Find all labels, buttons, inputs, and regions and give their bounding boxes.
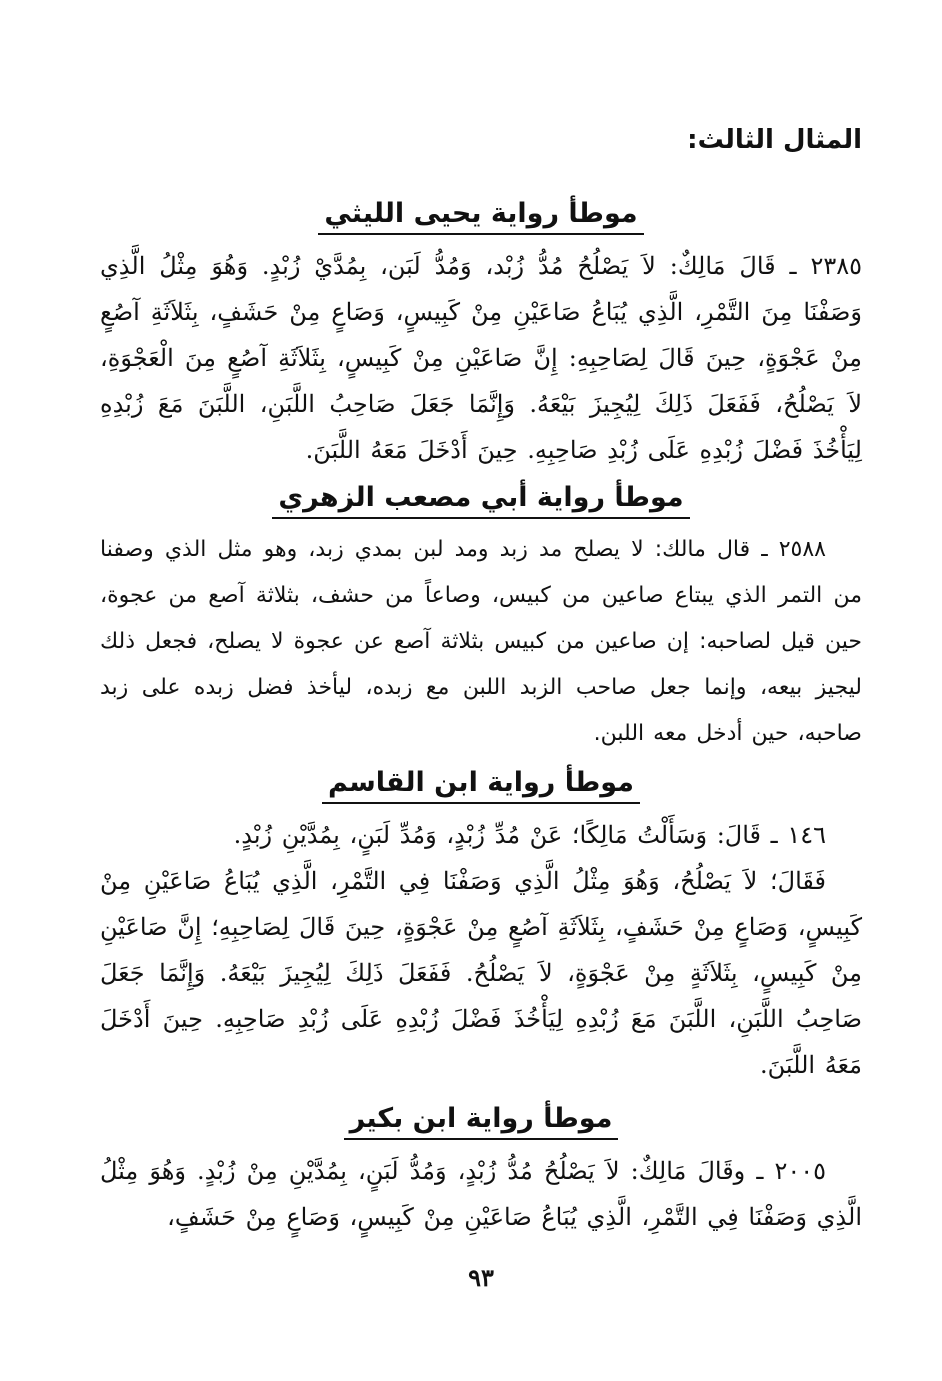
example-title: المثال الثالث: bbox=[687, 125, 862, 155]
section-title-ibn-qasim: موطأ رواية ابن القاسم bbox=[100, 767, 862, 804]
section-title-ibn-bukayr: موطأ رواية ابن بكير bbox=[100, 1103, 862, 1140]
paragraph-abu-musab-2588: ٢٥٨٨ ـ قال مالك: لا يصلح مد زبد ومد لبن بمدي زبد، وهو مثل الذي وصفنا من التمر الذي يبتاع صاعين من كبيس، وصاعاً من حشف، بثلاثة آصع من عجوة، حين قيل لصاحبه: إن صاعين من كبيس بثلاثة آصع عن عجوة لا يصلح، فجعل ذلك ليجيز بيعه، وإنما جعل صاحب الزبد اللبن مع زبده، ليأخذ فضل زبده على زبد صاحبه، حين أدخل معه اللبن. bbox=[100, 537, 862, 746]
page-number: ٩٣ bbox=[468, 1263, 494, 1292]
section-title-abu-musab: موطأ رواية أبي مصعب الزهري bbox=[100, 482, 862, 519]
paragraph-ibn-bukayr-2005: ٢٠٠٥ ـ وقَالَ مَالِكٌ: لاَ يَصْلُحُ مُدُّ زُبْدٍ، وَمُدُّ لَبَنٍ، بِمُدَّيْنِ مِنْ زُبْدٍ. وَهُوَ مِثْلُ الَّذِي وَصَفْنَا فِي التَّمْرِ، الَّذِي يُبَاعُ صَاعَيْنِ مِنْ كَبِيسٍ، وَصَاعٍ مِنْ حَشَفٍ، bbox=[100, 1157, 862, 1231]
paragraph-ibn-qasim-answer: فَقَالَ؛ لاَ يَصْلُحُ، وَهُوَ مِثْلُ الَّذِي وَصَفْنَا فِي التَّمْرِ، الَّذِي يُبَاعُ صَاعَيْنِ مِنْ كَبِيسٍ، وَصَاعٍ مِنْ حَشَفٍ، بِثَلاَثَةِ آصُعٍ مِنْ عَجْوَةٍ، حِينَ قَالَ لِصَاحِبِهِ؛ إِنَّ صَاعَيْنِ مِنْ كَبِيسٍ، بِثَلاَثَةٍ مِنْ عَجْوَةٍ، لاَ يَصْلُحُ. فَفَعَلَ ذَلِكَ لِيُجِيزَ بَيْعَهُ. وَإِنَّمَا جَعَلَ صَاحِبُ اللَّبَنِ، اللَّبَنَ مَعَ زُبْدِهِ لِيَأْخُذَ فَضْلَ زُبْدِهِ عَلَى زُبْدِ صَاحِبِهِ. حِينَ أَدْخَلَ مَعَهُ اللَّبَنَ. bbox=[100, 867, 862, 1079]
section-title-yahya: موطأ رواية يحيى الليثي bbox=[100, 198, 862, 235]
paragraph-ibn-qasim-146: ١٤٦ ـ قَالَ: وَسَأَلْتُ مَالِكًا؛ عَنْ مُدِّ زُبْدٍ، وَمُدِّ لَبَنٍ، بِمُدَّيْنِ زُبْدٍ. bbox=[233, 821, 826, 849]
document-page bbox=[100, 115, 862, 1345]
paragraph-yahya-2385: ٢٣٨٥ ـ قَالَ مَالِكٌ: لاَ يَصْلُحُ مُدُّ زُبْد، وَمُدُّ لَبَن، بِمُدَّيْ زُبْدٍ. وَهُوَ مِثْلُ الَّذِي وَصَفْنَا مِنَ التَّمْرِ، الَّذِي يُبَاعُ صَاعَيْنِ مِنْ كَبِيسٍ، وَصَاعٍ مِنْ حَشَفٍ، بِثَلاَثَةِ آصُعٍ مِنْ عَجْوَةٍ، حِينَ قَالَ لِصَاحِبِهِ: إِنَّ صَاعَيْنِ مِنْ كَبِيسٍ، بِثَلاَثَةِ آصُعٍ مِنَ الْعَجْوَةِ، لاَ يَصْلُحُ، فَفَعَلَ ذَلِكَ لِيُجِيزَ بَيْعَهُ. وَإِنَّمَا جَعَلَ صَاحِبُ اللَّبَنِ، اللَّبَنَ مَعَ زُبْدِهِ لِيَأْخُذَ فَضْلَ زُبْدِهِ عَلَى زُبْدِ صَاحِبِهِ. حِينَ أَدْخَلَ مَعَهُ اللَّبَنَ. bbox=[100, 252, 862, 464]
